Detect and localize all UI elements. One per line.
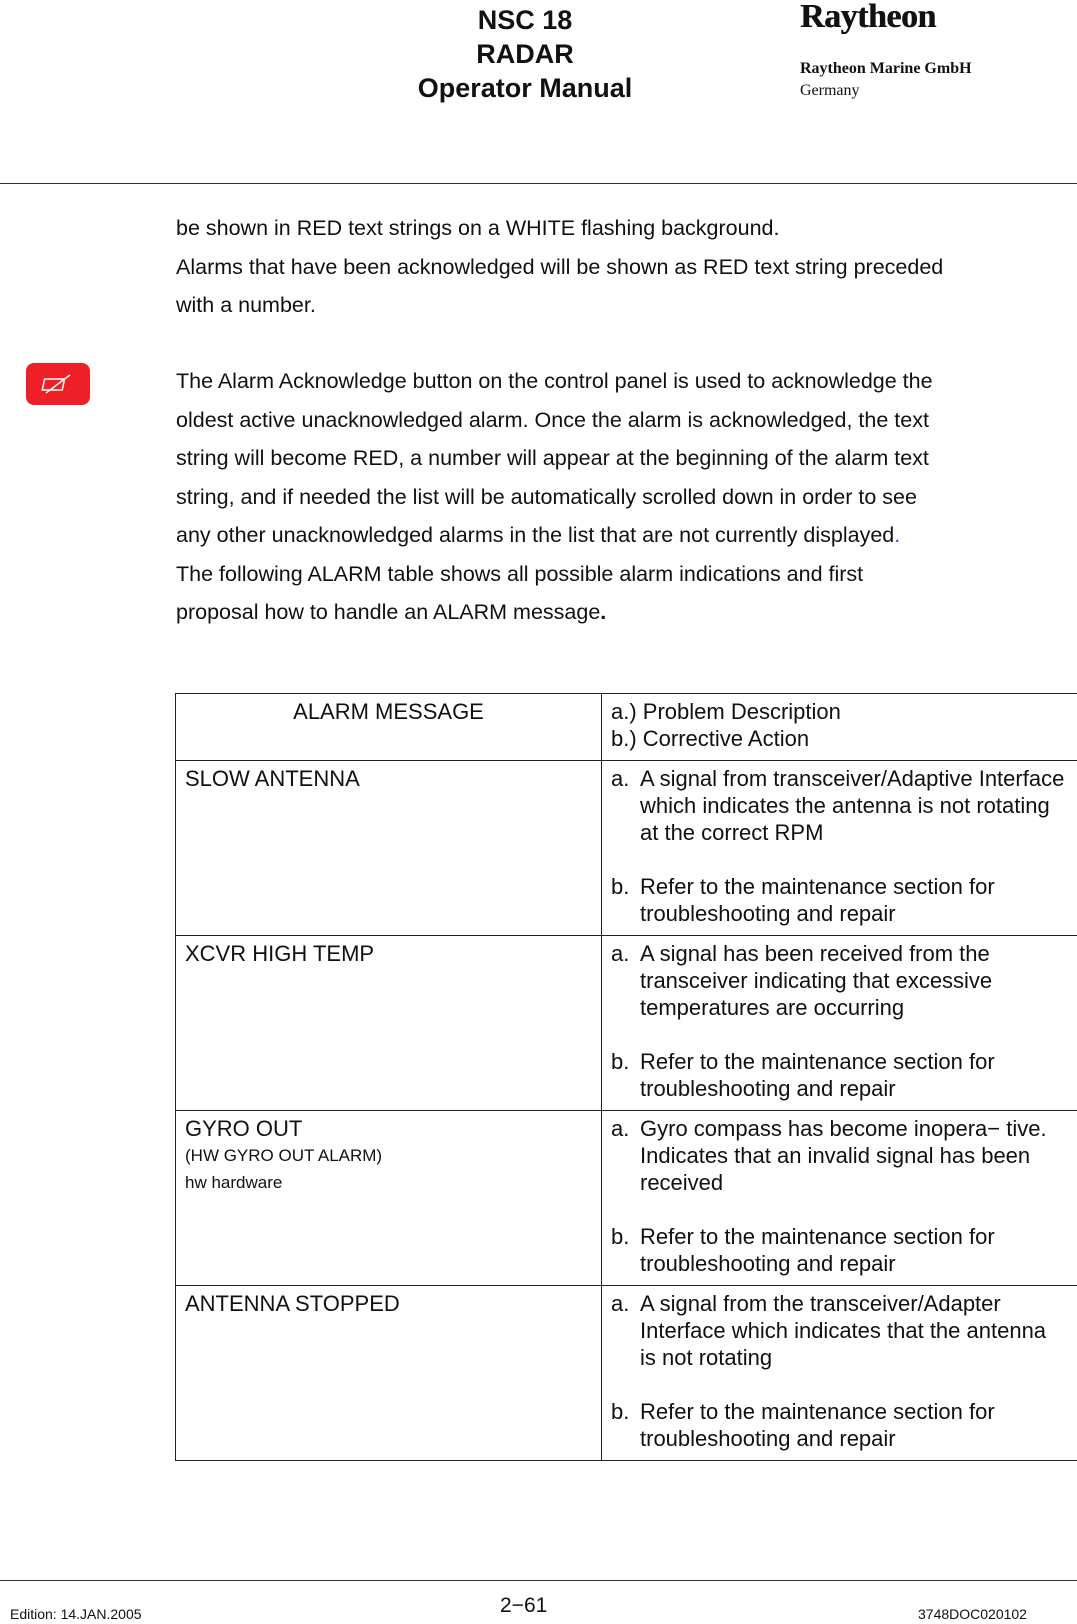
item-label: a. bbox=[611, 941, 630, 966]
text-line: The Alarm Acknowledge button on the control panel is used to acknowledge the bbox=[176, 369, 933, 393]
item-text: A signal from transceiver/Adaptive Interface which indicates the antenna is not rotating at the correct RPM bbox=[640, 766, 1065, 845]
text-line: Alarms that have been acknowledged will be shown as RED text string preceded bbox=[176, 254, 944, 279]
table-row bbox=[176, 1286, 1077, 1461]
column-header-alarm-message: ALARM MESSAGE bbox=[176, 694, 602, 761]
table-row bbox=[176, 1111, 1077, 1286]
item-label: a. bbox=[611, 766, 630, 791]
alarm-acknowledge-icon bbox=[26, 363, 90, 405]
text-line bbox=[176, 516, 1076, 555]
alarm-message: XCVR HIGH TEMP bbox=[185, 941, 375, 966]
alarm-message: SLOW ANTENNA bbox=[185, 766, 360, 791]
header-title-manual: Operator Manual bbox=[417, 73, 633, 103]
alarm-message-cell bbox=[176, 936, 602, 1111]
item-label: a. bbox=[611, 1291, 630, 1316]
header-title-model: NSC 18 bbox=[477, 5, 573, 35]
text-line: string, and if needed the list will be automatically scrolled down in order to see bbox=[176, 484, 917, 509]
alarm-description-cell bbox=[602, 761, 1077, 936]
item-text: A signal has been received from the transceiver indicating that excessive temperatures are occurring bbox=[640, 941, 993, 1020]
text-line: The following ALARM table shows all possible alarm indications and first bbox=[176, 561, 864, 586]
text-period: . bbox=[600, 600, 607, 624]
item-text: Refer to the maintenance section for troubleshooting and repair bbox=[640, 1399, 995, 1451]
item-text: Gyro compass has become inopera− tive. Indicates that an invalid signal has been received bbox=[640, 1116, 1047, 1195]
problem-description bbox=[611, 940, 1068, 1021]
alarm-message-note: (HW GYRO OUT ALARM) bbox=[185, 1146, 383, 1165]
alarm-message-cell bbox=[176, 761, 602, 936]
company-country: Germany bbox=[800, 82, 860, 99]
page-number: 2−61 bbox=[500, 1594, 548, 1617]
alarm-message: ANTENNA STOPPED bbox=[185, 1291, 400, 1316]
header-title-product: RADAR bbox=[476, 39, 574, 69]
header-line: a.) Problem Description bbox=[611, 699, 841, 724]
text-line bbox=[176, 593, 1076, 632]
alarm-message-note: hw hardware bbox=[185, 1173, 283, 1192]
table-row bbox=[176, 936, 1077, 1111]
corrective-action bbox=[611, 1398, 1068, 1452]
item-label: b. bbox=[611, 1399, 630, 1424]
alarm-description-cell bbox=[602, 1286, 1077, 1461]
alarm-description-cell bbox=[602, 936, 1077, 1111]
column-header-description bbox=[602, 694, 1077, 761]
text-segment: any other unacknowledged alarms in the list that are not currently displayed bbox=[176, 523, 895, 547]
footer-divider bbox=[0, 1580, 1077, 1581]
item-label: b. bbox=[611, 1049, 630, 1074]
text-line: oldest active unacknowledged alarm. Once the alarm is acknowledged, the text bbox=[176, 407, 929, 432]
problem-description bbox=[611, 1115, 1068, 1196]
document-id: 3748DOC020102 bbox=[918, 1606, 1027, 1622]
item-text: Refer to the maintenance section for troubleshooting and repair bbox=[640, 1049, 995, 1101]
table-header-row bbox=[176, 694, 1077, 761]
text-line: be shown in RED text strings on a WHITE flashing background. bbox=[176, 216, 780, 240]
table-row bbox=[176, 761, 1077, 936]
item-text: A signal from the transceiver/Adapter Interface which indicates that the antenna is not rotating bbox=[640, 1291, 1047, 1370]
item-text: Refer to the maintenance section for troubleshooting and repair bbox=[640, 874, 995, 926]
alarm-table bbox=[175, 693, 1077, 1461]
item-label: b. bbox=[611, 874, 630, 899]
alarm-message: GYRO OUT bbox=[185, 1116, 303, 1141]
paragraph-alarm-display bbox=[176, 209, 1076, 325]
alarm-message-cell bbox=[176, 1286, 602, 1461]
header-line: b.) Corrective Action bbox=[611, 726, 810, 751]
corrective-action bbox=[611, 1223, 1068, 1277]
company-name: Raytheon Marine GmbH bbox=[800, 60, 972, 77]
alarm-description-cell bbox=[602, 1111, 1077, 1286]
item-label: a. bbox=[611, 1116, 630, 1141]
text-line: with a number. bbox=[176, 293, 316, 317]
item-text: Refer to the maintenance section for troubleshooting and repair bbox=[640, 1224, 995, 1276]
alarm-message-cell bbox=[176, 1111, 602, 1286]
text-period: . bbox=[894, 523, 901, 547]
header-divider bbox=[0, 183, 1077, 184]
problem-description bbox=[611, 1290, 1068, 1371]
paragraph-alarm-acknowledge bbox=[176, 362, 1076, 632]
item-label: b. bbox=[611, 1224, 630, 1249]
text-segment: proposal how to handle an ALARM message bbox=[176, 600, 601, 624]
raytheon-logo: Raytheon bbox=[800, 0, 936, 35]
corrective-action bbox=[611, 873, 1068, 927]
problem-description bbox=[611, 765, 1068, 846]
corrective-action bbox=[611, 1048, 1068, 1102]
edition-date: Edition: 14.JAN.2005 bbox=[10, 1606, 142, 1622]
text-line: string will become RED, a number will appear at the beginning of the alarm text bbox=[176, 446, 929, 470]
